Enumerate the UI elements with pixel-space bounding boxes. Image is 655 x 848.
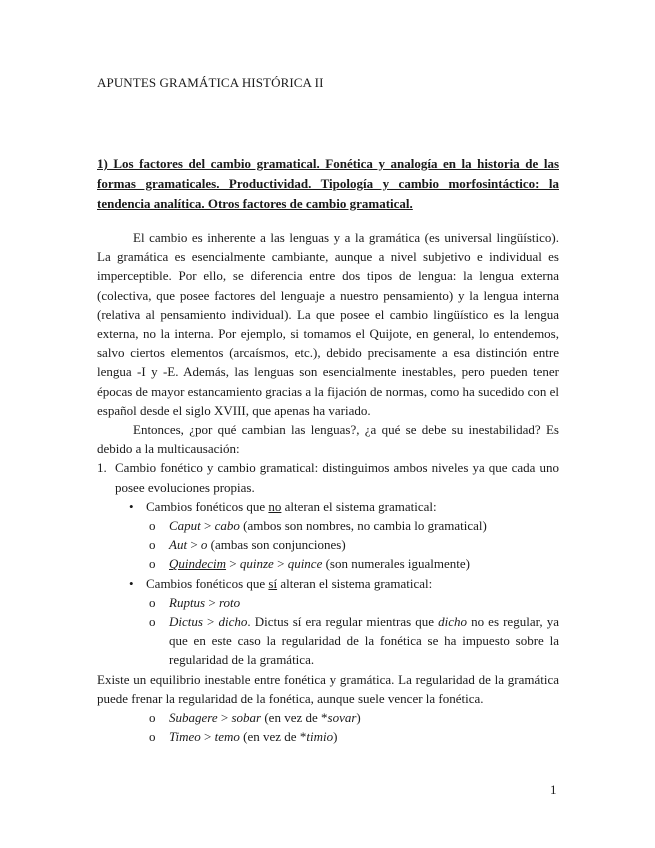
section-title: 1) Los factores del cambio gramatical. Fonética y analogía en la historia de las formas gramaticales. Productividad. Tipología y cambio morfosintáctico: la tendencia analítica. Otros factores de cambio gramatical. <box>97 156 559 211</box>
sub-bullet-icon: o <box>149 729 156 745</box>
emphasis-si: sí <box>268 575 278 591</box>
sub-item-ruptus: o Ruptus > roto <box>97 593 559 612</box>
sub-bullet-icon: o <box>149 537 156 553</box>
sub-bullet-icon: o <box>149 518 156 534</box>
item-text: Cambio fonético y cambio gramatical: distinguimos ambos niveles ya que cada uno posee evoluciones propias. <box>115 460 559 495</box>
paragraph-question: Entonces, ¿por qué cambian las lenguas?, ¿a qué se debe su inestabilidad? Es debido a la multicausación: <box>97 422 559 457</box>
page-number: 1 <box>550 782 557 797</box>
sub-item-subagere: o Subagere > sobar (en vez de *sovar) <box>97 708 559 727</box>
bullet-icon: • <box>129 498 134 514</box>
sub-item-caput: o Caput > cabo (ambos son nombres, no cambia lo gramatical) <box>97 516 559 535</box>
sub-item-timeo: o Timeo > temo (en vez de *timio) <box>97 727 559 746</box>
sub-item-quindecim: o Quindecim > quinze > quince (son numerales igualmente) <box>97 554 559 573</box>
emphasis-no: no <box>268 498 282 514</box>
sub-bullet-icon: o <box>149 614 156 630</box>
bullet-no-alteran: • Cambios fonéticos que no alteran el sistema gramatical: <box>97 497 559 516</box>
bullet-si-alteran: • Cambios fonéticos que sí alteran el sistema gramatical: <box>97 574 559 593</box>
sub-bullet-icon: o <box>149 594 156 610</box>
document-header: APUNTES GRAMÁTICA HISTÓRICA II <box>97 75 324 90</box>
document-body <box>97 228 559 746</box>
sub-bullet-icon: o <box>149 556 156 572</box>
sub-bullet-icon: o <box>149 710 156 726</box>
item-number: 1. <box>97 460 107 476</box>
bullet-icon: • <box>129 575 134 591</box>
sub-item-aut: o Aut > o (ambas son conjunciones) <box>97 535 559 554</box>
sub-item-dictus: o Dictus > dicho. Dictus sí era regular mientras que dicho no es regular, ya que en este caso la regularidad de la fonética se ha impuesto sobre la regularidad de la gramática. <box>149 614 560 668</box>
numbered-item-1 <box>97 458 559 496</box>
paragraph-equilibrio: Existe un equilibrio inestable entre fonética y gramática. La regularidad de la gramática puede frenar la regularidad de la fonética, aunque suele vencer la fonética. <box>97 671 559 706</box>
paragraph-intro: El cambio es inherente a las lenguas y a la gramática (es universal lingüístico). La gramática es esencialmente cambiante, aunque a nivel subjetivo e individual es imperceptible. Por ello, se diferencia entre dos tipos de lengua: la lengua externa (colectiva, que posee factores del lenguaje a nuestro pensamiento) y la lengua interna (relativa al pensamiento individual). La que posee el cambio lingüístico es la lengua externa, no la interna. Por ejemplo, si tomamos el Quijote, en general, lo entendemos, salvo ciertos elementos (arcaísmos, etc.), debido precisamente a esa distinción entre lengua -I y -E. Además, las lenguas son esencialmente inestables, pero pueden tener épocas de mayor estancamiento gracias a la fijación de normas, como ha sucedido con el español desde el siglo XVIII, que apenas ha variado. <box>97 230 559 418</box>
